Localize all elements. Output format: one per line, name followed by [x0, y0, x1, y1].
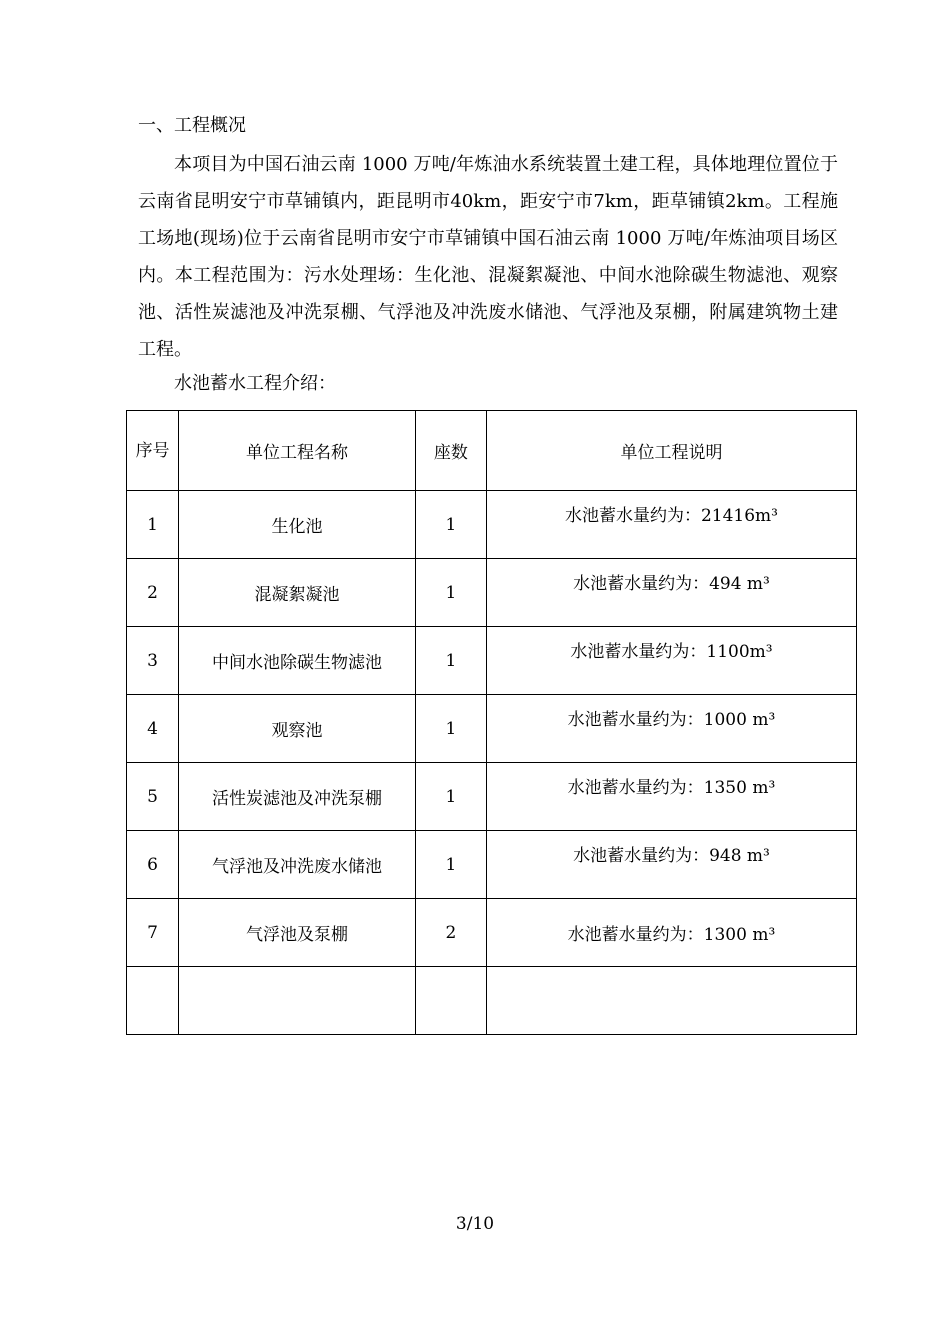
cell-desc: 水池蓄水量约为：494 m³ — [486, 559, 856, 627]
cell-name: 生化池 — [179, 491, 416, 559]
table-row — [127, 967, 857, 1035]
cell-desc: 水池蓄水量约为：948 m³ — [486, 831, 856, 899]
table-row — [127, 831, 857, 899]
cell-desc: 水池蓄水量约为：21416m³ — [486, 491, 856, 559]
unit-project-table — [126, 410, 857, 1035]
table-row — [127, 627, 857, 695]
cell-desc: 水池蓄水量约为：1350 m³ — [486, 763, 856, 831]
cell-count: 1 — [415, 695, 486, 763]
page-number: 3/10 — [455, 1214, 495, 1234]
header-count: 座数 — [415, 411, 486, 491]
table-row — [127, 695, 857, 763]
cell-name: 气浮池及泵棚 — [179, 899, 416, 967]
section-heading: 一、工程概况 — [138, 115, 246, 136]
table-header-row — [127, 411, 857, 491]
table-row — [127, 559, 857, 627]
cell-seq: 6 — [127, 831, 179, 899]
cell-desc — [486, 967, 856, 1035]
cell-count: 1 — [415, 627, 486, 695]
cell-seq — [127, 967, 179, 1035]
cell-name: 混凝絮凝池 — [179, 559, 416, 627]
table-row — [127, 899, 857, 967]
cell-desc: 水池蓄水量约为：1300 m³ — [486, 899, 856, 967]
cell-name — [179, 967, 416, 1035]
cell-count: 1 — [415, 763, 486, 831]
header-name: 单位工程名称 — [179, 411, 416, 491]
cell-count: 1 — [415, 559, 486, 627]
cell-desc: 水池蓄水量约为：1100m³ — [486, 627, 856, 695]
cell-seq: 1 — [127, 491, 179, 559]
table-intro: 水池蓄水工程介绍： — [174, 373, 336, 394]
cell-seq: 3 — [127, 627, 179, 695]
header-seq: 序号 — [127, 411, 179, 491]
cell-count: 1 — [415, 491, 486, 559]
header-desc: 单位工程说明 — [486, 411, 856, 491]
cell-seq: 5 — [127, 763, 179, 831]
cell-desc: 水池蓄水量约为：1000 m³ — [486, 695, 856, 763]
cell-name: 活性炭滤池及冲洗泵棚 — [179, 763, 416, 831]
cell-seq: 4 — [127, 695, 179, 763]
cell-name: 气浮池及冲洗废水储池 — [179, 831, 416, 899]
cell-seq: 2 — [127, 559, 179, 627]
cell-seq: 7 — [127, 899, 179, 967]
cell-name: 观察池 — [179, 695, 416, 763]
overview-paragraph: 本项目为中国石油云南 1000 万吨/年炼油水系统装置土建工程，具体地理位置位于云南省昆明安宁市草铺镇内，距昆明市40km，距安宁市7km，距草铺镇2km。工程施工场地(现场)位于云南省昆明市安宁市草铺镇中国石油云南 1000 万吨/年炼油项目场区内。本工程范围为：污水处理场：生化池、混凝絮凝池、中间水池除碳生物滤池、观察池、活性炭滤池及冲洗泵棚、气浮池及冲洗废水储池、气浮池及泵棚，附属建筑物土建工程。 — [138, 154, 838, 360]
cell-name: 中间水池除碳生物滤池 — [179, 627, 416, 695]
table-row — [127, 763, 857, 831]
cell-count: 2 — [415, 899, 486, 967]
table-row — [127, 491, 857, 559]
cell-count: 1 — [415, 831, 486, 899]
cell-count — [415, 967, 486, 1035]
